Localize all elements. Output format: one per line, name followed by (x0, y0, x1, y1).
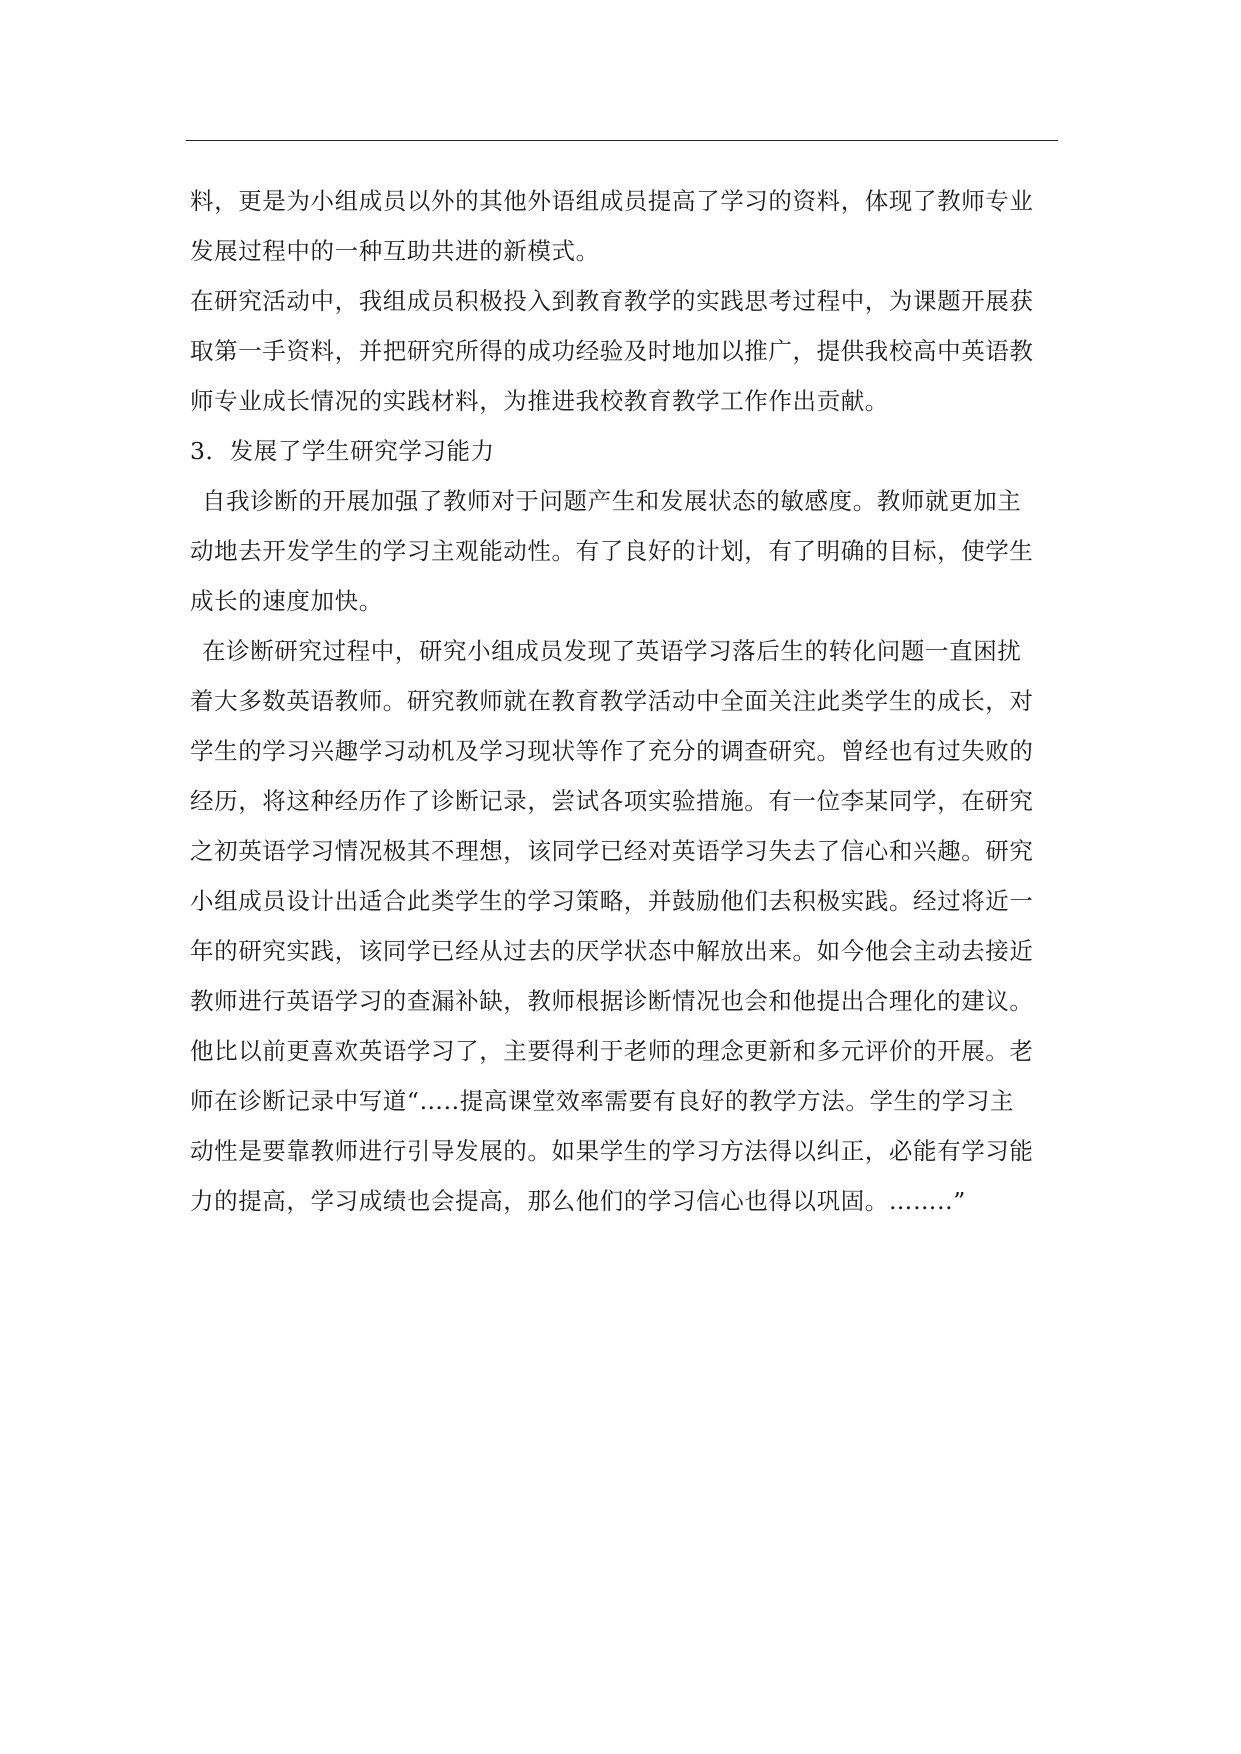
text-line: 成长的速度加快。 (190, 587, 383, 615)
text-line: 力的提高，学习成绩也会提高，那么他们的学习信心也得以巩固。……..” (190, 1187, 966, 1215)
text-line: 动地去开发学生的学习主观能动性。有了良好的计划，有了明确的目标，使学生 (190, 537, 1034, 565)
text-line: 取第一手资料，并把研究所得的成功经验及时地加以推广，提供我校高中英语教 (190, 337, 1034, 365)
text-line: 小组成员设计出适合此类学生的学习策略，并鼓励他们去积极实践。经过将近一 (190, 887, 1034, 915)
text-line: 教师进行英语学习的查漏补缺，教师根据诊断情况也会和他提出合理化的建议。 (190, 987, 1034, 1015)
text-line: 师在诊断记录中写道“…..提高课堂效率需要有良好的教学方法。学生的学习主 (190, 1087, 1015, 1115)
text-line: 在诊断研究过程中，研究小组成员发现了英语学习落后生的转化问题一直困扰 (202, 637, 1022, 665)
text-line: 学生的学习兴趣学习动机及学习现状等作了充分的调查研究。曾经也有过失败的 (190, 737, 1034, 765)
paragraph (190, 176, 1060, 276)
body-text (190, 176, 1060, 1226)
text-line: 经历，将这种经历作了诊断记录，尝试各项实验措施。有一位李某同学，在研究 (190, 787, 1034, 815)
text-line: 师专业成长情况的实践材料，为推进我校教育教学工作作出贡献。 (190, 387, 889, 415)
text-line: 之初英语学习情况极其不理想，该同学已经对英语学习失去了信心和兴趣。研究 (190, 837, 1034, 865)
text-line: 动性是要靠教师进行引导发展的。如果学生的学习方法得以纠正，必能有学习能 (190, 1137, 1034, 1165)
text-line: 在研究活动中，我组成员积极投入到教育教学的实践思考过程中，为课题开展获 (190, 287, 1034, 315)
paragraph (190, 626, 1060, 1226)
text-line: 发展过程中的一种互助共进的新模式。 (190, 237, 600, 265)
header-rule (186, 140, 1058, 141)
text-line: 他比以前更喜欢英语学习了，主要得利于老师的理念更新和多元评价的开展。老 (190, 1037, 1034, 1065)
paragraph (190, 276, 1060, 426)
text-line: 着大多数英语教师。研究教师就在教育教学活动中全面关注此类学生的成长，对 (190, 687, 1034, 715)
text-line: 料，更是为小组成员以外的其他外语组成员提高了学习的资料，体现了教师专业 (190, 187, 1034, 215)
paragraph (190, 476, 1060, 626)
section-heading (190, 426, 1060, 476)
text-line: 年的研究实践，该同学已经从过去的厌学状态中解放出来。如今他会主动去接近 (190, 937, 1034, 965)
text-line: 自我诊断的开展加强了教师对于问题产生和发展状态的敏感度。教师就更加主 (202, 487, 1022, 515)
heading-line: 3．发展了学生研究学习能力 (190, 437, 495, 465)
